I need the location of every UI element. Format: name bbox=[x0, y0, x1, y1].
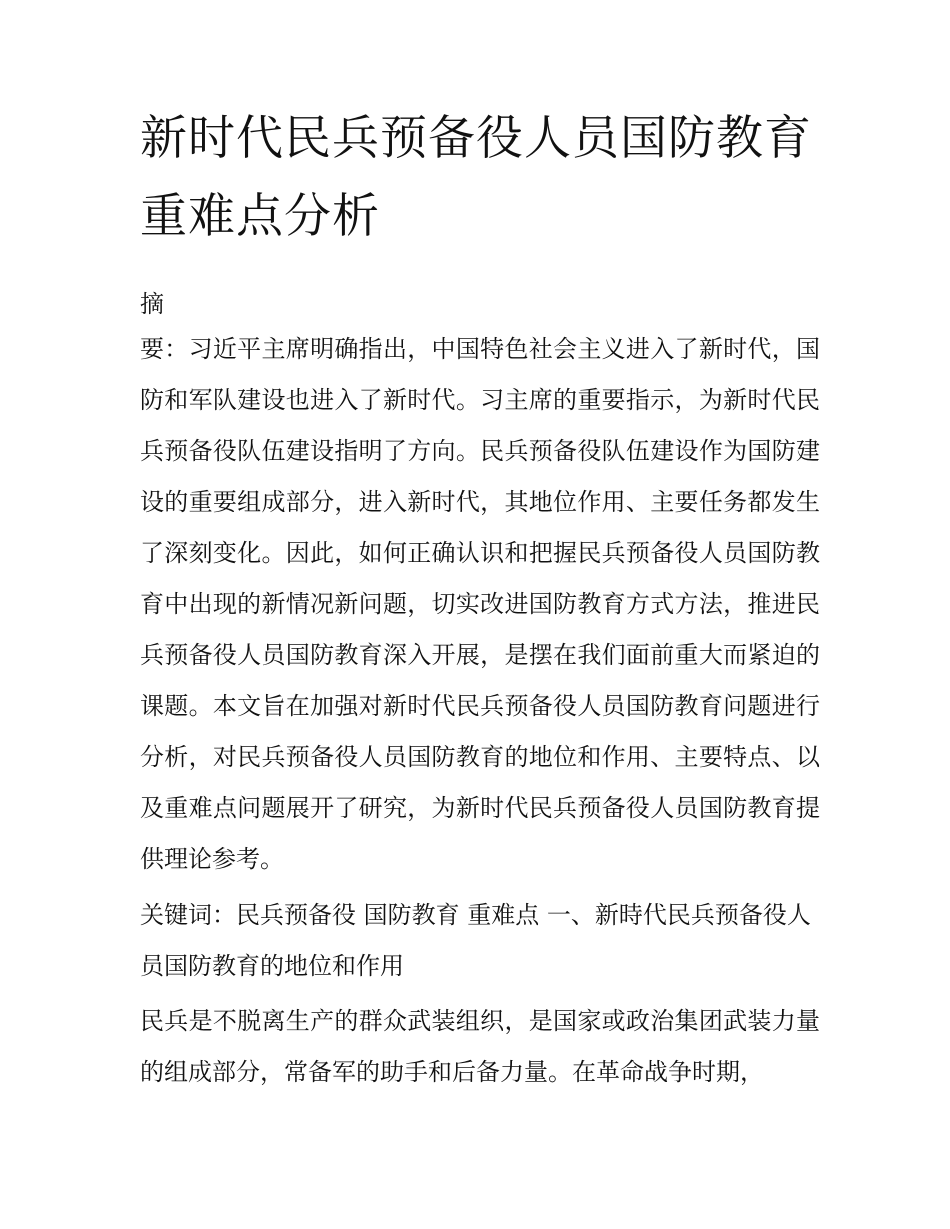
abstract-paragraph: 要：习近平主席明确指出，中国特色社会主义进入了新时代，国防和军队建设也进入了新时代。习主席的重要指示，为新时代民兵预备役队伍建设指明了方向。民兵预备役队伍建设作为国防建设的重要组成部分，进入新时代，其地位作用、主要任务都发生了深刻变化。因此，如何正确认识和把握民兵预备役人员国防教育中出现的新情况新问题，切实改进国防教育方式方法，推进民兵预备役人员国防教育深入开展，是摆在我们面前重大而紧迫的课题。本文旨在加强对新时代民兵预备役人员国防教育问题进行分析，对民兵预备役人员国防教育的地位和作用、主要特点、以及重难点问题展开了研究，为新时代民兵预备役人员国防教育提供理论参考。 bbox=[140, 335, 820, 873]
keywords-line: 关键词：民兵预备役 国防教育 重难点 一、新時代民兵预备役人员国防教育的地位和作用 bbox=[140, 901, 811, 980]
abstract-label: 摘 bbox=[140, 290, 164, 318]
document-title: 新时代民兵预备役人员国防教育重难点分析 bbox=[140, 111, 812, 244]
document-page bbox=[140, 100, 820, 1098]
body-paragraph: 民兵是不脱离生产的群众武装组织，是国家或政治集团武装力量的组成部分，常备军的助手和后备力量。在革命战争时期， bbox=[140, 1007, 820, 1086]
